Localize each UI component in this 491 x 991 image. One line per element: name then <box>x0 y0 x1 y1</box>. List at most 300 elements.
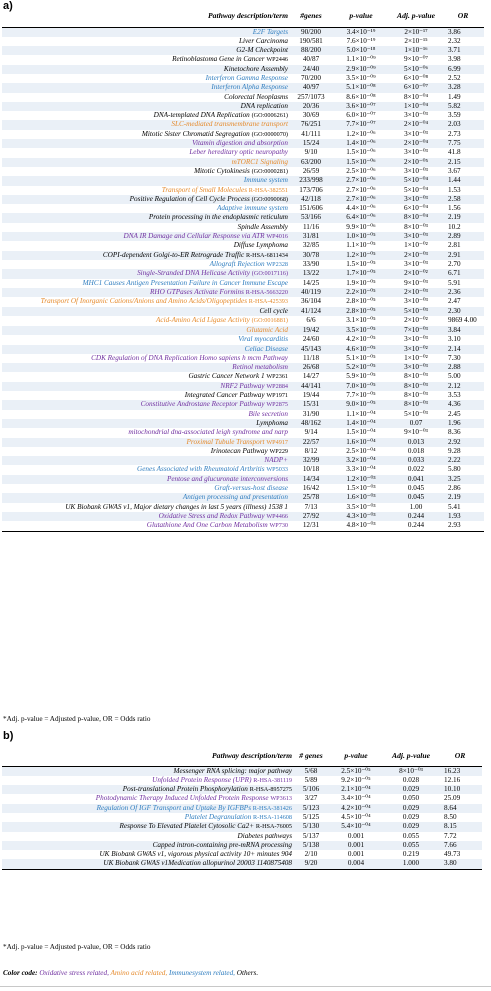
adj-p-value: 1.00 <box>409 502 423 511</box>
table-row <box>2 223 484 232</box>
odds-ratio: 3.59 <box>448 111 461 120</box>
odds-ratio: 2.93 <box>448 521 461 530</box>
p-value: 7.7×10⁻⁰⁷ <box>332 120 390 129</box>
p-value: 3.5×10⁻⁰³ <box>346 502 376 511</box>
adj-p-value: 3×10⁻⁰³ <box>404 129 428 138</box>
term-name: Messenger RNA splicing: major pathway <box>173 766 292 775</box>
odds-ratio: 2.19 <box>442 213 484 222</box>
term-name: Unfolded Protein Response (UPR) <box>152 775 252 784</box>
adj-p-value: 3×10⁻⁰³ <box>404 166 428 175</box>
gene-count: 41/111 <box>301 129 321 138</box>
term-id: (GO:0000070) <box>251 130 288 138</box>
table-row <box>2 372 484 381</box>
header-term: Pathway description/term <box>208 11 288 21</box>
p-value: 0.004 <box>328 859 384 869</box>
gene-count: 11/18 <box>302 353 320 362</box>
table-row <box>2 37 484 46</box>
pathway-term <box>2 832 294 841</box>
p-value: 3.4×10⁻⁰⁴ <box>341 794 371 803</box>
table-row <box>2 55 484 64</box>
pathway-term <box>2 176 290 185</box>
p-value: 5.4×10⁻⁰⁴ <box>328 822 384 831</box>
pathway-term <box>2 776 294 785</box>
adj-p-value: 2×10⁻⁰⁵ <box>390 158 442 167</box>
table-row <box>2 475 484 484</box>
p-value: 1.1×10⁻⁰⁹ <box>346 55 376 64</box>
term-name: Protein processing in the endoplasmic reticulum <box>148 213 288 222</box>
adj-p-value: 0.045 <box>390 493 442 502</box>
table-row <box>2 102 484 111</box>
odds-ratio: 16.23 <box>438 766 482 776</box>
odds-ratio: 2.19 <box>442 493 484 502</box>
table-row <box>2 93 484 102</box>
term-id: R-HSA-8957275 <box>249 786 292 794</box>
table-row <box>2 493 484 502</box>
gene-count: 8/12 <box>304 446 318 455</box>
gene-count: 14/27 <box>302 372 320 381</box>
odds-ratio: 1.49 <box>448 92 461 101</box>
odds-ratio: 25.09 <box>444 794 461 803</box>
table-row <box>2 204 484 213</box>
gene-count: 45/143 <box>290 345 332 354</box>
odds-ratio: 8.50 <box>444 812 457 821</box>
gene-count: 70/200 <box>301 73 321 82</box>
term-name: Adaptive immune system <box>216 204 288 213</box>
adj-p-value: 9×10⁻⁰⁷ <box>403 55 429 64</box>
adj-p-value: 2×10⁻⁰² <box>404 316 428 325</box>
term-name: Kinetochore Assembly <box>223 64 288 73</box>
gene-count: 42/118 <box>290 195 332 204</box>
odds-ratio: 10.10 <box>438 785 482 794</box>
p-value: 4.5×10⁻⁰⁴ <box>341 812 371 821</box>
odds-ratio: 7.72 <box>444 831 457 840</box>
odds-ratio: 1.53 <box>448 185 461 194</box>
odds-ratio: 1.96 <box>442 419 484 428</box>
pathway-term <box>2 27 290 37</box>
adj-p-value: 0.055 <box>402 831 420 840</box>
table-row <box>2 410 484 419</box>
p-value: 2.7×10⁻⁰⁶ <box>332 176 390 185</box>
p-value: 1.4×10⁻⁰⁴ <box>332 419 390 428</box>
table-row <box>2 503 484 512</box>
gene-count: 5/138 <box>294 841 328 850</box>
adj-p-value: 3×10⁻⁰³ <box>390 363 442 372</box>
odds-ratio: 5.82 <box>442 102 484 111</box>
gene-count: 48/162 <box>290 419 332 428</box>
term-name: DNA replication <box>240 101 288 110</box>
p-value: 5.1×10⁻⁰⁵ <box>346 353 376 362</box>
adj-p-value: 1×10⁻⁰² <box>404 353 428 362</box>
term-id: R-HSA-382551 <box>248 186 288 194</box>
pathway-term <box>2 102 290 111</box>
odds-ratio: 2.47 <box>448 297 461 306</box>
pathway-term <box>2 354 290 363</box>
table-row <box>2 785 482 794</box>
term-name: Spindle Assembly <box>237 222 288 231</box>
gene-count: 90/200 <box>290 27 332 37</box>
term-name: Mitotic Cytokinesis <box>194 166 250 175</box>
adj-p-value: 0.029 <box>384 785 438 794</box>
adj-p-value: 9×10⁻⁰³ <box>404 428 428 437</box>
p-value: 0.001 <box>347 831 365 840</box>
term-id: WP2328 <box>266 260 288 268</box>
gene-count: 41/124 <box>290 307 332 316</box>
adj-p-value: 8×10⁻⁰⁴ <box>390 213 442 222</box>
odds-ratio: 2.22 <box>442 456 484 465</box>
pathway-term <box>2 232 290 241</box>
odds-ratio: 3.25 <box>442 475 484 484</box>
adj-p-value: 1.000 <box>384 859 438 869</box>
term-id: WP3613 <box>270 795 292 803</box>
odds-ratio: 3.53 <box>448 391 461 400</box>
legend-immune: Immunesystem related, <box>168 969 235 977</box>
p-value: 6.4×10⁻⁰⁶ <box>332 213 390 222</box>
adj-p-value: 7×10⁻⁰³ <box>390 326 442 335</box>
pathway-term <box>2 46 290 55</box>
pathway-table-a <box>2 6 484 532</box>
table-row <box>2 74 484 83</box>
pathway-term <box>2 37 290 46</box>
p-value: 1.5×10⁻⁰⁴ <box>346 428 376 437</box>
term-name: Post-translational Protein Phosphorylation <box>122 785 248 794</box>
table-row <box>2 428 484 437</box>
table-row <box>2 804 482 813</box>
pathway-term <box>2 484 290 493</box>
adj-p-value: 0.050 <box>402 794 420 803</box>
gene-count: 7/13 <box>304 502 318 511</box>
pathway-term <box>2 438 290 447</box>
header-pvalue: p-value <box>344 750 368 760</box>
adj-p-value: 2×10⁻⁰³ <box>390 288 442 297</box>
p-value: 3.1×10⁻⁰⁵ <box>346 316 376 325</box>
term-id: R-HSA-381119 <box>253 776 292 784</box>
p-value: 0.001 <box>328 841 384 850</box>
odds-ratio: 12.16 <box>444 775 461 784</box>
term-id: R-HSA-5663220 <box>245 288 288 296</box>
pathway-term <box>2 794 294 803</box>
p-value: 7.6×10⁻¹⁹ <box>346 36 376 45</box>
legend-amino-acid: Amino acid related, <box>110 969 168 977</box>
pathway-term <box>2 363 290 372</box>
table-row <box>2 111 484 120</box>
p-value: 2.5×10⁻⁰⁴ <box>346 446 376 455</box>
term-name: NRF2 Pathway <box>220 381 265 390</box>
pathway-term <box>2 345 290 354</box>
gene-count: 5/123 <box>294 804 328 813</box>
odds-ratio: 8.15 <box>438 822 482 831</box>
term-id: R-HSA-6811434 <box>245 251 288 259</box>
legend-others: Others. <box>236 969 259 977</box>
table-row <box>2 794 482 803</box>
pathway-term <box>2 195 290 204</box>
gene-count: 14/34 <box>290 475 332 484</box>
term-name: Bile secretion <box>248 409 288 418</box>
p-value: 3.3×10⁻⁰⁴ <box>346 465 376 474</box>
p-value: 1.6×10⁻⁰⁴ <box>332 438 390 447</box>
odds-ratio: 2.36 <box>442 288 484 297</box>
adj-p-value: 3×10⁻⁰³ <box>404 148 428 157</box>
p-value: 9.0×10⁻⁰⁵ <box>332 400 390 409</box>
pathway-term <box>2 419 290 428</box>
odds-ratio: 6.99 <box>442 65 484 74</box>
table-row <box>2 279 484 288</box>
term-name: Allograft Rejection <box>209 259 265 268</box>
pathway-term <box>2 158 290 167</box>
gene-count: 76/251 <box>290 120 332 129</box>
adj-p-value: 0.022 <box>407 465 425 474</box>
gene-count: 9/20 <box>294 859 328 869</box>
pathway-term <box>2 503 290 512</box>
term-name: Proximal Tubule Transport <box>186 437 265 446</box>
gene-count: 26/68 <box>290 363 332 372</box>
p-value: 5.2×10⁻⁰⁵ <box>332 363 390 372</box>
odds-ratio: 1.56 <box>448 204 461 213</box>
adj-p-value: 6×10⁻⁰⁸ <box>403 73 429 82</box>
term-name: UK Biobank GWAS v1Medication allopurinol 20003 1140875408 <box>103 859 292 868</box>
adj-p-value: 2×10⁻¹⁷ <box>390 27 442 37</box>
footnote-b: *Adj. p-value = Adjusted p-value, OR = Odds ratio <box>3 943 151 951</box>
table-row <box>2 27 484 37</box>
pathway-term <box>2 111 290 120</box>
table-row <box>2 83 484 92</box>
pathway-term <box>2 521 290 531</box>
term-name: Immune system <box>243 176 288 185</box>
p-value: 9.2×10⁻⁰⁵ <box>341 775 371 784</box>
adj-p-value: 8×10⁻⁰³ <box>404 222 428 231</box>
gene-count: 11/16 <box>302 222 320 231</box>
p-value: 5.1×10⁻⁰⁸ <box>332 83 390 92</box>
term-id: (GO:0017116) <box>251 270 288 278</box>
adj-p-value: 1×10⁻⁰² <box>404 241 428 250</box>
p-value: 4.2×10⁻⁰⁴ <box>328 804 384 813</box>
odds-ratio: 7.75 <box>442 139 484 148</box>
term-name: Irinotecan Pathway <box>210 446 268 455</box>
color-code-label: Color code: <box>3 969 38 977</box>
pathway-term <box>2 804 294 813</box>
pathway-term <box>2 512 290 521</box>
term-id: WP2361 <box>266 373 288 381</box>
pathway-term <box>2 335 290 344</box>
p-value: 3.5×10⁻⁰⁹ <box>346 73 376 82</box>
gene-count: 5/125 <box>302 812 320 821</box>
pathway-term <box>2 120 290 129</box>
odds-ratio: 2.03 <box>442 120 484 129</box>
gene-count: 15/24 <box>290 139 332 148</box>
table-row <box>2 832 482 841</box>
table-b-body <box>2 766 482 869</box>
pathway-term <box>2 456 290 465</box>
term-name: Transport Of Inorganic Cations/Anions and Amino Acids/Oligopeptides <box>40 297 247 306</box>
adj-p-value: 2×10⁻⁰² <box>390 269 442 278</box>
odds-ratio: 3.86 <box>442 27 484 37</box>
term-id: WP2446 <box>266 56 288 64</box>
p-value: 1.6×10⁻⁰³ <box>332 493 390 502</box>
table-row <box>2 776 482 785</box>
term-name: Pentose and glucuronate interconversions <box>166 474 288 483</box>
adj-p-value: 5×10⁻⁰³ <box>390 307 442 316</box>
gene-count: 33/90 <box>302 259 320 268</box>
pathway-term <box>2 850 294 859</box>
pathway-term <box>2 204 290 213</box>
table-row <box>2 148 484 157</box>
adj-p-value: 3×10⁻⁰³ <box>390 195 442 204</box>
p-value: 1.0×10⁻⁰⁵ <box>332 232 390 241</box>
table-row <box>2 288 484 297</box>
pathway-term <box>2 213 290 222</box>
term-id: WP1971 <box>266 392 288 400</box>
term-name: Retinol metabolism <box>232 363 288 372</box>
pathway-term <box>2 260 290 269</box>
pathway-term <box>2 223 290 232</box>
odds-ratio: 1.44 <box>442 176 484 185</box>
adj-p-value: 0.041 <box>390 475 442 484</box>
header-adj-pvalue: Adj. p-value <box>392 750 430 760</box>
adj-p-value: 8×10⁻⁰³ <box>390 400 442 409</box>
term-name: E2F Targets <box>252 27 288 36</box>
header-or: OR <box>457 11 469 21</box>
gene-count: 5/130 <box>294 822 328 831</box>
p-value: 5.0×10⁻¹⁸ <box>332 46 390 55</box>
table-row <box>2 213 484 222</box>
term-name: NADP+ <box>264 456 288 465</box>
pathway-term <box>2 297 290 307</box>
odds-ratio: 3.98 <box>448 55 461 64</box>
pathway-term <box>2 372 290 381</box>
adj-p-value: 5×10⁻⁰⁴ <box>390 176 442 185</box>
term-id: WP229 <box>269 447 288 455</box>
term-name: Glutathione And One Carbon Metabolism <box>146 521 268 530</box>
term-name: Mitotic Sister Chromatid Segregation <box>141 129 250 138</box>
table-row <box>2 850 482 859</box>
pathway-term <box>2 148 290 157</box>
gene-count: 44/141 <box>290 382 332 391</box>
gene-count: 5/68 <box>294 766 328 776</box>
odds-ratio: 2.52 <box>448 73 461 82</box>
p-value: 1.7×10⁻⁰⁵ <box>332 269 390 278</box>
adj-p-value: 8×10⁻⁰³ <box>384 766 438 776</box>
odds-ratio: 41.8 <box>448 148 461 157</box>
table-row <box>2 766 482 776</box>
pathway-term <box>2 859 294 869</box>
pathway-term <box>2 279 290 288</box>
term-name: Interferon Gamma Response <box>205 73 288 82</box>
p-value: 2.7×10⁻⁰⁶ <box>332 195 390 204</box>
term-name: Integrated Cancer Pathway <box>184 391 265 400</box>
adj-p-value: 0.244 <box>407 521 425 530</box>
gene-count: 40/87 <box>302 55 320 64</box>
p-value: 1.9×10⁻⁰⁵ <box>346 278 376 287</box>
adj-p-value: 1×10⁻⁰⁴ <box>390 102 442 111</box>
adj-p-value: 8×10⁻⁰³ <box>390 382 442 391</box>
term-id: (GO:0016881) <box>251 317 288 325</box>
table-row <box>2 345 484 354</box>
adj-p-value: 1×10⁻¹⁶ <box>390 46 442 55</box>
term-name: mTORC1 Signaling <box>231 157 288 166</box>
table-row <box>2 241 484 250</box>
odds-ratio: 8.64 <box>438 804 482 813</box>
table-row <box>2 251 484 260</box>
gene-count: 5/89 <box>304 775 318 784</box>
term-id: R-HSA-76005 <box>255 823 292 831</box>
adj-p-value: 8×10⁻⁰⁴ <box>403 92 429 101</box>
gene-count: 36/104 <box>301 297 321 306</box>
gene-count: 63/200 <box>290 158 332 167</box>
table-row <box>2 326 484 335</box>
gene-count: 2/10 <box>304 850 318 859</box>
term-name: SLC-mediated transmembrane transport <box>171 120 288 129</box>
term-name: UK Biobank GWAS v1, Major dietary changes in last 5 years (illness) 1538 1 <box>65 502 288 511</box>
pathway-term <box>2 841 294 850</box>
term-name: Acid-Amino Acid Ligase Activity <box>156 316 250 325</box>
term-name: Graft-versus-host disease <box>214 484 288 493</box>
odds-ratio: 7.66 <box>438 841 482 850</box>
panel-a-label: a) <box>3 0 13 12</box>
p-value: 9.9×10⁻⁰⁶ <box>346 222 376 231</box>
pathway-term <box>2 167 290 176</box>
pathway-term <box>2 465 290 474</box>
table-row <box>2 232 484 241</box>
odds-ratio: 2.81 <box>448 241 461 250</box>
odds-ratio: 2.73 <box>448 129 461 138</box>
table-row <box>2 465 484 474</box>
gene-count: 16/42 <box>302 484 320 493</box>
header-genes: #genes <box>300 11 322 21</box>
gene-count: 22/57 <box>290 438 332 447</box>
odds-ratio: 9.28 <box>448 446 461 455</box>
gene-count: 24/40 <box>290 65 332 74</box>
table-row <box>2 195 484 204</box>
adj-p-value: 2×10⁻⁰³ <box>390 251 442 260</box>
odds-ratio: 3.10 <box>448 335 461 344</box>
panel-b-label: b) <box>3 730 14 742</box>
p-value: 1.1×10⁻⁰⁴ <box>346 409 376 418</box>
pathway-table-b <box>2 746 482 870</box>
adj-p-value: 2×10⁻⁰⁴ <box>390 139 442 148</box>
term-id: WP4466 <box>266 512 288 520</box>
p-value: 7.7×10⁻⁰⁵ <box>346 391 376 400</box>
adj-p-value: 8×10⁻⁰³ <box>404 391 428 400</box>
gene-count: 14/25 <box>302 278 320 287</box>
odds-ratio: 5.41 <box>448 502 461 511</box>
pathway-term <box>2 251 290 260</box>
term-id: WP2875 <box>266 401 288 409</box>
pathway-term <box>2 269 290 278</box>
term-id: WP2884 <box>266 382 288 390</box>
odds-ratio: 1.93 <box>442 512 484 521</box>
p-value: 1.5×10⁻⁰⁶ <box>346 148 376 157</box>
adj-p-value: 0.055 <box>384 841 438 850</box>
table-row <box>2 438 484 447</box>
odds-ratio: 7.30 <box>448 353 461 362</box>
pathway-term <box>2 493 290 502</box>
p-value: 2.8×10⁻⁰⁵ <box>346 297 376 306</box>
term-name: Interferon Alpha Response <box>211 83 288 92</box>
table-a-header <box>2 6 484 27</box>
table-row <box>2 813 482 822</box>
gene-count: 40/119 <box>290 288 332 297</box>
table-row <box>2 859 482 869</box>
odds-ratio: 5.80 <box>448 465 461 474</box>
p-value: 6.0×10⁻⁰⁷ <box>346 111 376 120</box>
adj-p-value: 3×10⁻⁰³ <box>404 111 428 120</box>
term-name: Lymphoma <box>256 418 288 427</box>
gene-count: 3/27 <box>304 794 318 803</box>
adj-p-value: 5×10⁻⁰³ <box>404 409 428 418</box>
table-row <box>2 139 484 148</box>
pathway-term <box>2 785 294 794</box>
table-row <box>2 363 484 372</box>
term-name: CDK Regulation of DNA Replication Homo sapiens h mcm Pathway <box>91 353 288 362</box>
